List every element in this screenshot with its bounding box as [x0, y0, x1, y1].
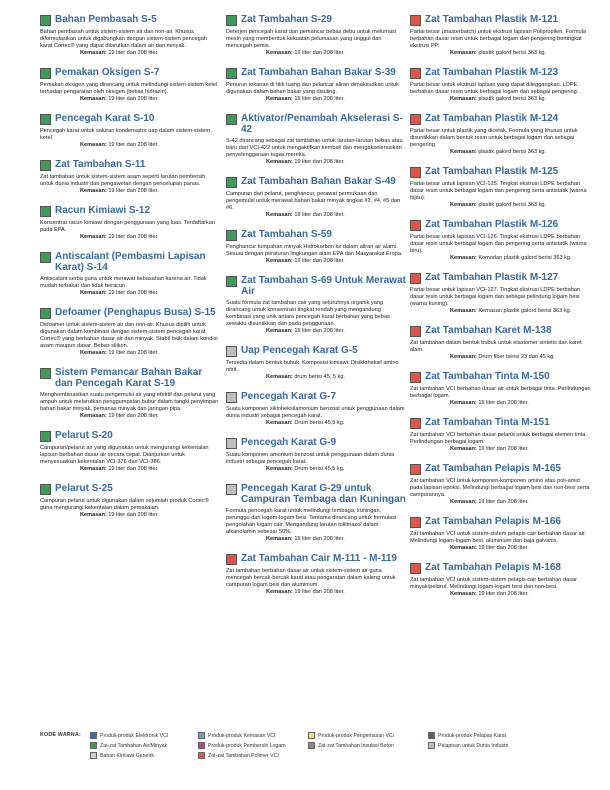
- packaging-value: 19 liter dan 208 liter.: [478, 591, 529, 597]
- packaging-value: 19 liter dan 208 liter.: [294, 536, 345, 542]
- legend-item: [198, 752, 279, 759]
- product-title: Zat Tambahan Pelapis M-166: [425, 516, 561, 527]
- category-square-icon: [410, 68, 421, 79]
- packaging-label: Kemasan:: [450, 149, 477, 155]
- column-3: [410, 14, 592, 608]
- product-entry: [226, 113, 406, 166]
- packaging-value: 19 liter dan 208 liter.: [108, 234, 159, 240]
- product-title: Zat Tambahan Pelapis M-165: [425, 463, 561, 474]
- product-description: S-42 dirancang sebagai zat tambahan untuk larutan-larutan bebas atau baru dari VCI-422 untuk mengaktifkan kembali dan mengakselerasikan penyelenggaraan tugas mereka.: [226, 138, 403, 158]
- category-square-icon: [226, 392, 237, 403]
- product-description: Suatu formula zat tambahan cair yang seluruhnya organik yang dirancang untuk konsentrasi tingkat rendah yang mengandung kombinasi yang unik antara pencegah karat berbahan yang bebas sewaktu disuntikkan dan pada penggunaan.: [226, 300, 390, 327]
- product-header: [226, 437, 406, 449]
- product-header: [226, 113, 406, 135]
- packaging-value: 19 liter dan 208 liter.: [108, 188, 159, 194]
- product-header: [410, 463, 592, 475]
- packaging-label: Kemasan:: [80, 466, 107, 472]
- packaging-value: 19 liter dan 208 liter.: [108, 512, 159, 518]
- category-square-icon: [40, 206, 51, 217]
- product-description: Partai besar (masterbatch) untuk ekstrusi lapisan Polipropilen. Formula berbahan dasar resin untuk berbagai logam dan pengering bertingkat ekstrusi PP.: [410, 29, 586, 49]
- legend-item: [428, 732, 506, 739]
- packaging-value: 19 liter dan 208 liter.: [294, 50, 345, 56]
- packaging-line: [80, 234, 220, 241]
- packaging-value: 19 liter dan 208 liter.: [294, 96, 345, 102]
- packaging-label: Kemasan:: [450, 545, 477, 551]
- packaging-label: Kemasan:: [266, 96, 293, 102]
- category-square-icon: [410, 326, 421, 337]
- packaging-line: [266, 258, 406, 265]
- legend-label: Zat-zat Tambahan Insulasi Beton: [318, 742, 394, 749]
- product-description: Partai besar untuk lapisan VCI-125. Tingkat ekstrusi LDPE berbahan dasar resin untuk berbagai logam dan pengering serta antistatik (warna hijau).: [410, 181, 587, 201]
- packaging-line: [266, 96, 406, 103]
- product-title: Zat Tambahan Plastik M-123: [425, 67, 559, 78]
- category-square-icon: [226, 15, 237, 26]
- packaging-label: Kemasan:: [450, 50, 477, 56]
- product-title: Zat Tambahan S-29: [241, 14, 332, 25]
- packaging-value: plastik galord berisi 363 kg.: [478, 202, 547, 208]
- legend-item: [90, 732, 168, 739]
- packaging-line: [266, 466, 406, 473]
- packaging-label: Kemasan:: [450, 400, 477, 406]
- category-square-icon: [226, 438, 237, 449]
- product-entry: [410, 219, 592, 262]
- product-description: Pemakan oksigen yang dirancang untuk melindungi sistem-sistem ketel terhadap pengaratan oleh oksigen (bebas hidrazin).: [40, 82, 218, 95]
- product-title: Zat Tambahan S-69 Untuk Merawat Air: [241, 275, 406, 297]
- product-description: Campuran/pelarut air yang digunakan untuk mengurangi kekentalan lapisan berbahan dasar air secara cepat. Dianjurkan untuk menyesuaikan kekentalan VCI-376 dan VCI-386.: [40, 445, 209, 465]
- product-title: Zat Tambahan Pelapis M-168: [425, 562, 561, 573]
- packaging-line: [266, 212, 406, 219]
- product-description: Pencegah karat untuk saluran kondensator uap dalam sistem-sistem ketel.: [40, 128, 211, 141]
- product-entry: [40, 14, 220, 57]
- product-title: Uap Pencegah Karat G-5: [241, 345, 358, 356]
- category-square-icon: [410, 15, 421, 26]
- product-title: Zat Tambahan Bahan Bakar S-49: [241, 176, 396, 187]
- product-title: Racun Kimiawi S-12: [55, 205, 151, 216]
- packaging-label: Kemasan:: [450, 446, 477, 452]
- product-entry: [226, 345, 406, 381]
- product-description: Partai besar untuk ekstrusi lapisan yang dapat dileggangkan. LDPE berbahan dasar resin untuk berbagai logam dan sebagai pengering.: [410, 82, 579, 95]
- product-description: Zat tambahan dalam bentuk bubuk untuk elastomer sintetis dan karet alam.: [410, 340, 582, 353]
- packaging-line: [80, 350, 220, 357]
- packaging-value: 19 liter dan 208 liter.: [294, 212, 345, 218]
- packaging-line: [80, 413, 220, 420]
- packaging-label: Kemasan:: [266, 258, 293, 264]
- packaging-line: [450, 202, 592, 209]
- packaging-value: Kemasan plastik galord berisi 363 kg.: [478, 308, 572, 314]
- packaging-value: plastik galord berisi 363 kg.: [478, 50, 547, 56]
- legend-label: Produk-produk Elektronik VCI: [100, 732, 169, 739]
- product-header: [410, 272, 592, 284]
- legend-swatch: [90, 732, 97, 739]
- product-description: Konsentrat racun kimiawi dengan penggunaan yang luas. Terdaftarkan pada EPA.: [40, 220, 215, 233]
- packaging-line: [450, 400, 592, 407]
- product-description: Zat tambahan berbahan dasar air untuk sistem-sistem air guna mencegah bercak-bercak karat atau pengaratan dalam kaleng untuk campuran logam besi dan aluminium.: [226, 568, 396, 588]
- category-square-icon: [226, 114, 237, 125]
- category-square-icon: [410, 114, 421, 125]
- packaging-line: [450, 545, 592, 552]
- packaging-line: [80, 512, 220, 519]
- product-header: [410, 67, 592, 79]
- packaging-label: Kemasan:: [80, 96, 107, 102]
- product-description: Zat tambahan untuk sistem-sistem asam seperti larutan pembersih untuk dunia industri dan pengawetan dengan pencelupan panas.: [40, 174, 206, 187]
- packaging-label: Kemasan:: [266, 212, 293, 218]
- packaging-line: [266, 420, 406, 427]
- category-square-icon: [40, 114, 51, 125]
- product-description: Bahan pembasah untuk sistem-sistem air dan non-air. Khusus diformulasikan untuk digabungkan dengan sistem-sistem pencegah karat Cortec® yang dapat dilarutkan dalam air dan minyak.: [40, 29, 207, 49]
- product-title: Sistem Pemancar Bahan Bakar dan Pencegah Karat S-19: [55, 367, 203, 389]
- product-title: Zat Tambahan Plastik M-126: [425, 219, 559, 230]
- product-header: [40, 67, 220, 79]
- product-title: Zat Tambahan Bahan Bakar S-39: [241, 67, 396, 78]
- legend-swatch: [308, 742, 315, 749]
- product-title: Bahan Pembasah S-5: [55, 14, 157, 25]
- legend-item: [428, 742, 508, 749]
- packaging-line: [80, 50, 220, 57]
- product-entry: [226, 176, 406, 219]
- legend-swatch: [308, 732, 315, 739]
- product-description: Suatu komponen sikloheksilamonium benzoat untuk penggunaan dalam dunia industri sebagai pencegah karat.: [226, 406, 405, 419]
- product-description: Menghombinasikan suatu pengemulsi air yang efektif dan pelarut yang ampuh untuk melarutkan penggumpalan bubur dalam tangki penyimpan bahan bakar minyak, pemanas minyak dan jaringan pipa.: [40, 392, 219, 412]
- packaging-label: Kemasan:: [80, 413, 107, 419]
- packaging-line: [80, 142, 220, 149]
- product-description: Antiscalant serba guna untuk merawat kebasahan karena air. Tidak mudah terbakar dan tidak beracun.: [40, 276, 207, 289]
- product-entry: [226, 437, 406, 473]
- packaging-label: Kemasan:: [80, 512, 107, 518]
- category-square-icon: [40, 368, 51, 379]
- product-entry: [40, 205, 220, 241]
- legend-item: [90, 742, 167, 749]
- legend-swatch: [90, 742, 97, 749]
- packaging-value: Drum berisi 45,5 kg.: [294, 420, 345, 426]
- product-header: [40, 430, 220, 442]
- product-description: Zat tambahan VCI berbahan dasar air untuk berbagai tinta. Perlindungan berbagai logam.: [410, 386, 591, 399]
- packaging-line: [266, 374, 406, 381]
- legend-label: Produk-produk Pembersih Logam: [208, 742, 286, 749]
- product-entry: [226, 483, 406, 543]
- product-entry: [40, 159, 220, 195]
- category-square-icon: [410, 563, 421, 574]
- product-title: Zat Tambahan S-11: [55, 159, 146, 170]
- product-description: Partai besar untuk plastik yang dicetak. Formula yang khusus untuk disuntikkan dalam bentuk resin untuk berbagai logam dan sebagai pengering.: [410, 128, 578, 148]
- category-square-icon: [226, 177, 237, 188]
- product-entry: [410, 463, 592, 506]
- packaging-line: [450, 354, 592, 361]
- product-entry: [410, 113, 592, 156]
- product-title: Antiscalant (Pembasmi Lapisan Karat) S-14: [55, 251, 206, 273]
- product-description: Zat tambahan VCI untuk komponen-komponen amino atau poli-amid pada lapisan epoksi. Melindungi berbagai logam besi dan non-besi serta campurannya.: [410, 478, 590, 498]
- packaging-line: [80, 290, 220, 297]
- product-entry: [410, 325, 592, 361]
- product-entry: [226, 275, 406, 335]
- packaging-label: Kemasan:: [80, 188, 107, 194]
- product-header: [40, 205, 220, 217]
- product-header: [226, 275, 406, 297]
- packaging-label: Kemasan:: [450, 499, 477, 505]
- legend-label: Produk-produk Pelapas Karat: [438, 732, 507, 739]
- product-title: Pelarut S-25: [55, 483, 113, 494]
- product-description: Zat tambahan VCI untuk sistem-sistem pelapis cair berbahan dasar air. Melindungi logam-logam besi, aluminium dan baja galvanis.: [410, 531, 586, 544]
- packaging-label: Kemasan:: [450, 255, 477, 261]
- product-entry: [226, 229, 406, 265]
- category-square-icon: [410, 418, 421, 429]
- legend-heading: KODE WARNA:: [40, 732, 82, 738]
- product-entry: [410, 516, 592, 552]
- legend-swatch: [90, 752, 97, 759]
- packaging-label: Kemasan:: [450, 202, 477, 208]
- packaging-line: [450, 255, 592, 262]
- product-header: [40, 113, 220, 125]
- product-header: [40, 14, 220, 26]
- product-entry: [410, 417, 592, 453]
- legend-label: Zat-zat Tambahan Air/Minyak: [100, 742, 168, 749]
- packaging-line: [450, 446, 592, 453]
- product-entry: [40, 251, 220, 297]
- product-header: [40, 251, 220, 273]
- product-header: [226, 14, 406, 26]
- legend-label: Produk-produk Kemasan VCI: [208, 732, 276, 739]
- packaging-label: Kemasan:: [80, 350, 107, 356]
- packaging-label: Kemasan:: [266, 328, 293, 334]
- product-title: Pencegah Karat G-29 untuk Campuran Tembaga dan Kuningan: [241, 483, 406, 505]
- product-entry: [226, 14, 406, 57]
- category-square-icon: [226, 230, 237, 241]
- packaging-line: [450, 499, 592, 506]
- category-square-icon: [40, 68, 51, 79]
- packaging-value: 19 liter dan 208 liter.: [108, 96, 159, 102]
- product-title: Zat Tambahan Plastik M-124: [425, 113, 559, 124]
- category-square-icon: [40, 308, 51, 319]
- packaging-label: Kemasan:: [450, 308, 477, 314]
- legend-item: [198, 732, 275, 739]
- product-title: Zat Tambahan S-59: [241, 229, 332, 240]
- product-description: Campuran pelarut untuk digunakan dalam sejumlah produk Cortec® guna mengurangi kekentalan dalam pemakaian.: [40, 498, 209, 511]
- packaging-value: Drum fiber berisi 23 dan 45 kg.: [478, 354, 555, 360]
- product-description: Tersedia dalam bentuk bubuk. Komposisi kimiawi: Disikloheksil amino nitrit.: [226, 360, 399, 373]
- packaging-value: 19 liter dan 208 liter.: [294, 589, 345, 595]
- product-header: [410, 562, 592, 574]
- product-entry: [40, 430, 220, 473]
- product-header: [226, 483, 406, 505]
- legend-swatch: [428, 732, 435, 739]
- product-description: Formula pencegah karat untuk melindungi tembaga, kuningan, perunggu dan logam-logam besi. Tentama dirancang untuk formulasi pengolahan logam cair. Mengandung larutan toliltriazol dalam alkanolamin sebesar 50%.: [226, 508, 397, 535]
- product-header: [226, 553, 406, 565]
- product-entry: [410, 14, 592, 57]
- packaging-line: [450, 591, 592, 598]
- packaging-line: [266, 589, 406, 596]
- category-square-icon: [410, 167, 421, 178]
- packaging-value: 19 liter dan 208 liter.: [478, 400, 529, 406]
- product-header: [40, 159, 220, 171]
- product-title: Defoamer (Penghapus Busa) S-15: [55, 307, 216, 318]
- packaging-value: 19 liter dan 208 liter.: [108, 413, 159, 419]
- category-square-icon: [410, 464, 421, 475]
- product-description: Penghancur tumpahan minyak Hidrokarbon ke dalam aliran air alami. Sesuai dengan peraturan lingkungan alam EPA dan Masyarakat Eropa.: [226, 244, 403, 257]
- product-header: [40, 367, 220, 389]
- packaging-value: 19 liter dan 208 liter.: [478, 499, 529, 505]
- product-header: [410, 371, 592, 383]
- legend-swatch: [198, 742, 205, 749]
- product-description: Penurun tekanan di titik tuang dan pelancar aliran dimaksudkan untuk digunakan dalam bahan bakar yang disuling.: [226, 82, 399, 95]
- product-description: Zat tambahan VCI berbahan dasar pelarut untuk berbagai elemen tinta. Perlindungan berbagai logam.: [410, 432, 587, 445]
- product-header: [410, 113, 592, 125]
- packaging-label: Kemasan:: [80, 234, 107, 240]
- category-square-icon: [40, 160, 51, 171]
- packaging-label: Kemasan:: [450, 96, 477, 102]
- category-square-icon: [226, 346, 237, 357]
- packaging-value: plastik galord berisi 363 kg.: [478, 96, 547, 102]
- product-title: Zat Tambahan Tinta M-151: [425, 417, 550, 428]
- packaging-label: Kemasan:: [450, 354, 477, 360]
- legend-item: [308, 742, 394, 749]
- packaging-label: Kemasan:: [266, 374, 293, 380]
- packaging-value: 19 liter dan 208 liter.: [294, 159, 345, 165]
- product-entry: [410, 562, 592, 598]
- packaging-label: Kemasan:: [266, 466, 293, 472]
- product-entry: [226, 553, 406, 596]
- product-entry: [410, 272, 592, 315]
- product-entry: [40, 307, 220, 357]
- legend-label: Pelapisan untuk Dunia Industri: [438, 742, 509, 749]
- product-description: Deterjen pencegah karat dan pemancar bebas debu untuk melumasi mesin yang membentuk kekuatan pelumasan yang unggul dan mencegah pemis.: [226, 29, 397, 49]
- packaging-line: [80, 188, 220, 195]
- legend-item: [308, 732, 394, 739]
- product-title: Aktivator/Penambah Akselerasi S-42: [241, 113, 403, 135]
- packaging-line: [450, 96, 592, 103]
- packaging-value: 19 liter dan 208 liter.: [108, 466, 159, 472]
- legend-label: Produk-produk Pengemasan VCi: [318, 732, 394, 739]
- legend-label: Zat-zat Tambahan Polimer VCI: [208, 752, 279, 759]
- product-description: Zat tambahan VCI untuk sistem-sistem pelapis cair berbahan dasar minyak/pelarut. Melindungi logam-logam besi dan non-besi.: [410, 577, 577, 590]
- packaging-value: 19 liter dan 208 liter.: [478, 446, 529, 452]
- product-header: [410, 219, 592, 231]
- product-description: Partai besar untuk lapisan VCI-126. Tingkat ekstrusi LDPE berbahan dasar resin untuk berbagai logam dan pengering serta antistatik (warna biru).: [410, 234, 587, 254]
- product-header: [226, 67, 406, 79]
- packaging-line: [80, 96, 220, 103]
- legend-swatch: [428, 742, 435, 749]
- packaging-value: 19 liter dan 208 liter.: [108, 142, 159, 148]
- legend-item: [198, 742, 286, 749]
- product-description: Defoamer untuk sistem-sistem air dan non-air. Khusus dipilih untuk digunakan dalam kombinasi dengan sistem-sistem pencegah karat Cortec® yang berbahan dasar air dan minyak. Stabil baik dalam kondisi asam maupun dasar. Bebas silikon.: [40, 322, 218, 349]
- product-entry: [410, 371, 592, 407]
- product-title: Pencegah Karat G-9: [241, 437, 337, 448]
- packaging-value: 19 liter dan 208 liter.: [478, 545, 529, 551]
- product-entry: [40, 113, 220, 149]
- category-square-icon: [226, 68, 237, 79]
- product-title: Zat Tambahan Tinta M-150: [425, 371, 550, 382]
- product-description: Suatu komponen amonium benzoat untuk penggunaan dalam dunia industri sebagai pencegah karat.: [226, 452, 395, 465]
- legend-label: Bahan Kimiawi Generik: [100, 752, 154, 759]
- packaging-label: Kemasan:: [266, 50, 293, 56]
- product-title: Pencegah Karat S-10: [55, 113, 155, 124]
- packaging-label: Kemasan:: [80, 290, 107, 296]
- packaging-value: 19 liter dan 208 liter.: [294, 258, 345, 264]
- product-entry: [410, 67, 592, 103]
- packaging-label: Kemasan:: [266, 420, 293, 426]
- product-description: Campuran dari pelarut, penghancur, perawat permukaan dan pengemulsi untuk merawat bahan bakar minyak tingkat #2, #4, #5 dan #6.: [226, 191, 401, 211]
- product-entry: [40, 367, 220, 420]
- product-title: Zat Tambahan Plastik M-127: [425, 272, 559, 283]
- packaging-value: Drum berisi 45,5 kg.: [294, 466, 345, 472]
- product-title: Zat Tambahan Karet M-138: [425, 325, 552, 336]
- packaging-label: Kemasan:: [266, 589, 293, 595]
- packaging-line: [266, 536, 406, 543]
- product-header: [410, 516, 592, 528]
- product-title: Zat Tambahan Plastik M-125: [425, 166, 559, 177]
- column-2: [226, 14, 406, 606]
- packaging-value: plastik galord berisi 363 kg.: [478, 149, 547, 155]
- product-entry: [40, 67, 220, 103]
- category-square-icon: [410, 517, 421, 528]
- packaging-label: Kemasan:: [266, 536, 293, 542]
- category-square-icon: [40, 431, 51, 442]
- product-header: [410, 14, 592, 26]
- packaging-label: Kemasan:: [450, 591, 477, 597]
- packaging-label: Kemasan:: [80, 142, 107, 148]
- product-title: Pemakan Oksigen S-7: [55, 67, 160, 78]
- category-square-icon: [40, 15, 51, 26]
- packaging-value: 19 liter dan 208 liter.: [108, 350, 159, 356]
- packaging-line: [266, 50, 406, 57]
- packaging-line: [266, 328, 406, 335]
- product-header: [226, 176, 406, 188]
- product-entry: [40, 483, 220, 519]
- product-entry: [410, 166, 592, 209]
- product-title: Zat Tambahan Cair M-111 - M-119: [241, 553, 397, 564]
- legend-swatch: [198, 752, 205, 759]
- category-square-icon: [226, 276, 237, 287]
- legend-item: [90, 752, 154, 759]
- product-header: [226, 391, 406, 403]
- packaging-line: [450, 308, 592, 315]
- packaging-value: 19 liter dan 208 liter.: [108, 290, 159, 296]
- packaging-label: Kemasan:: [80, 50, 107, 56]
- packaging-value: 19 liter dan 208 liter.: [294, 328, 345, 334]
- product-header: [410, 417, 592, 429]
- product-header: [40, 307, 220, 319]
- product-entry: [226, 391, 406, 427]
- product-header: [40, 483, 220, 495]
- packaging-line: [450, 149, 592, 156]
- packaging-value: Komodan plastik galord berisi 363 kg.: [478, 255, 572, 261]
- product-description: Partai besar untuk lapisan VCI-127. Tingkat ekstrusi LDPE berbahan dasar resin untuk berbagai logam dan sebagai pelindung logam besi (warna kuning).: [410, 287, 581, 307]
- category-square-icon: [226, 484, 237, 495]
- category-square-icon: [226, 554, 237, 565]
- product-header: [226, 345, 406, 357]
- legend-swatch: [198, 732, 205, 739]
- packaging-value: drum berisi 45, 5 kg.: [294, 374, 345, 380]
- category-square-icon: [40, 252, 51, 263]
- packaging-line: [80, 466, 220, 473]
- category-square-icon: [410, 372, 421, 383]
- product-header: [410, 325, 592, 337]
- packaging-line: [450, 50, 592, 57]
- product-header: [410, 166, 592, 178]
- product-title: Zat Tambahan Plastik M-121: [425, 14, 559, 25]
- product-header: [226, 229, 406, 241]
- product-title: Pencegah Karat G-7: [241, 391, 337, 402]
- product-title: Pelarut S-20: [55, 430, 113, 441]
- packaging-value: 19 liter dan 208 liter.: [108, 50, 159, 56]
- column-1: [40, 14, 220, 529]
- packaging-line: [266, 159, 406, 166]
- product-entry: [226, 67, 406, 103]
- category-square-icon: [410, 273, 421, 284]
- packaging-label: Kemasan:: [266, 159, 293, 165]
- category-square-icon: [40, 484, 51, 495]
- category-square-icon: [410, 220, 421, 231]
